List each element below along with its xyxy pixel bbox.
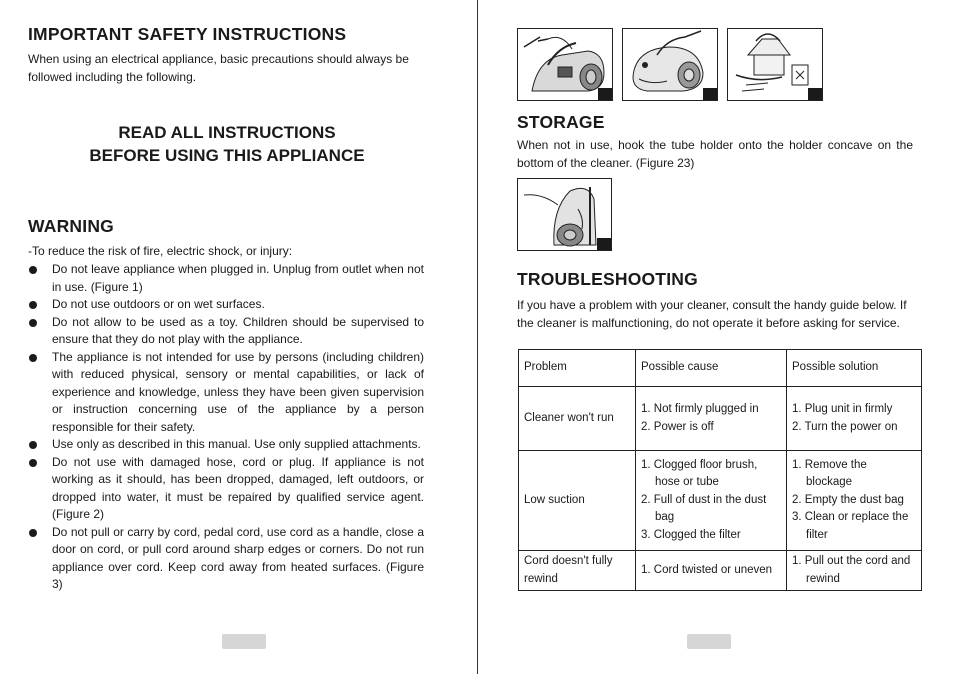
list-item: Do not leave appliance when plugged in. Unplug from outlet when not in use. (Figure 1) xyxy=(28,261,424,296)
warning-heading: WARNING xyxy=(28,216,114,236)
safety-intro: When using an electrical appliance, basic precautions should always be followed including the following. xyxy=(28,52,409,84)
storage-heading: STORAGE xyxy=(517,112,605,132)
storage-text: When not in use, hook the tube holder onto the holder concave on the bottom of the cleaner. (Figure 23) xyxy=(517,138,913,170)
table-row xyxy=(519,387,922,451)
bullet-icon xyxy=(29,319,37,327)
table-row xyxy=(519,451,922,551)
troubleshooting-heading: TROUBLESHOOTING xyxy=(517,269,698,289)
troubleshooting-table xyxy=(518,349,922,591)
figure-number-tag xyxy=(703,88,717,100)
bullet-icon xyxy=(29,459,37,467)
read-instructions-line2: BEFORE USING THIS APPLIANCE xyxy=(89,146,365,165)
safety-heading: IMPORTANT SAFETY INSTRUCTIONS xyxy=(28,24,347,44)
bullet-icon xyxy=(29,266,37,274)
cause-cell: 1. Not firmly plugged in 2. Power is off xyxy=(636,387,787,451)
list-item: Do not use with damaged hose, cord or plug. If appliance is not working as it should, has been dropped, damaged, left outdoors, or dropped into water, it must be repaired by qualified service agent. (Figure 2) xyxy=(28,454,424,524)
bullet-icon xyxy=(29,441,37,449)
bullet-icon xyxy=(29,354,37,362)
list-item: Use only as described in this manual. Use only supplied attachments. xyxy=(28,436,424,454)
list-item: Do not allow to be used as a toy. Children should be supervised to ensure that they do not play with the appliance. xyxy=(28,314,424,349)
page-number-tab xyxy=(222,634,266,649)
warning-intro: -To reduce the risk of fire, electric shock, or injury: xyxy=(28,244,293,258)
table-header-cell: Problem xyxy=(519,350,636,387)
list-item: The appliance is not intended for use by persons (including children) with reduced physical, sensory or mental capabilities, or lack of experience and knowledge, unless they have been given supervision or instruction concerning use of the appliance by a person responsible for their safety. xyxy=(28,349,424,437)
figure-1 xyxy=(517,28,613,101)
solution-cell: 1. Plug unit in firmly 2. Turn the power on xyxy=(787,387,922,451)
cause-cell: 1. Cord twisted or uneven xyxy=(636,551,787,591)
figure-number-tag xyxy=(598,88,612,100)
right-page xyxy=(478,0,954,674)
read-instructions-line1: READ ALL INSTRUCTIONS xyxy=(118,123,336,142)
table-header-cell: Possible solution xyxy=(787,350,922,387)
bullet-icon xyxy=(29,301,37,309)
problem-cell: Cord doesn't fully rewind xyxy=(519,551,636,591)
solution-cell: 1. Pull out the cord and rewind xyxy=(787,551,922,591)
figure-number-tag xyxy=(808,88,822,100)
page-number-tab xyxy=(687,634,731,649)
cause-cell: 1. Clogged floor brush, hose or tube 2. Full of dust in the dust bag 3. Clogged the filter xyxy=(636,451,787,551)
table-header-cell: Possible cause xyxy=(636,350,787,387)
problem-cell: Cleaner won't run xyxy=(519,387,636,451)
figure-2 xyxy=(622,28,718,101)
table-row xyxy=(519,551,922,591)
figure-number-tag xyxy=(597,238,611,250)
list-item: Do not pull or carry by cord, pedal cord, use cord as a handle, close a door on cord, or pull cord around sharp edges or corners. Do not run appliance over cord. Keep cord away from heated surfaces. (Figure 3) xyxy=(28,524,424,594)
problem-cell: Low suction xyxy=(519,451,636,551)
table-header-row xyxy=(519,350,922,387)
warning-list xyxy=(28,261,424,594)
troubleshooting-text: If you have a problem with your cleaner, consult the handy guide below. If the cleaner is malfunctioning, do not operate it before asking for service. xyxy=(517,298,907,330)
bullet-icon xyxy=(29,529,37,537)
figure-3 xyxy=(727,28,823,101)
solution-cell: 1. Remove the blockage 2. Empty the dust bag 3. Clean or replace the filter xyxy=(787,451,922,551)
list-item: Do not use outdoors or on wet surfaces. xyxy=(28,296,424,314)
figure-storage xyxy=(517,178,612,251)
